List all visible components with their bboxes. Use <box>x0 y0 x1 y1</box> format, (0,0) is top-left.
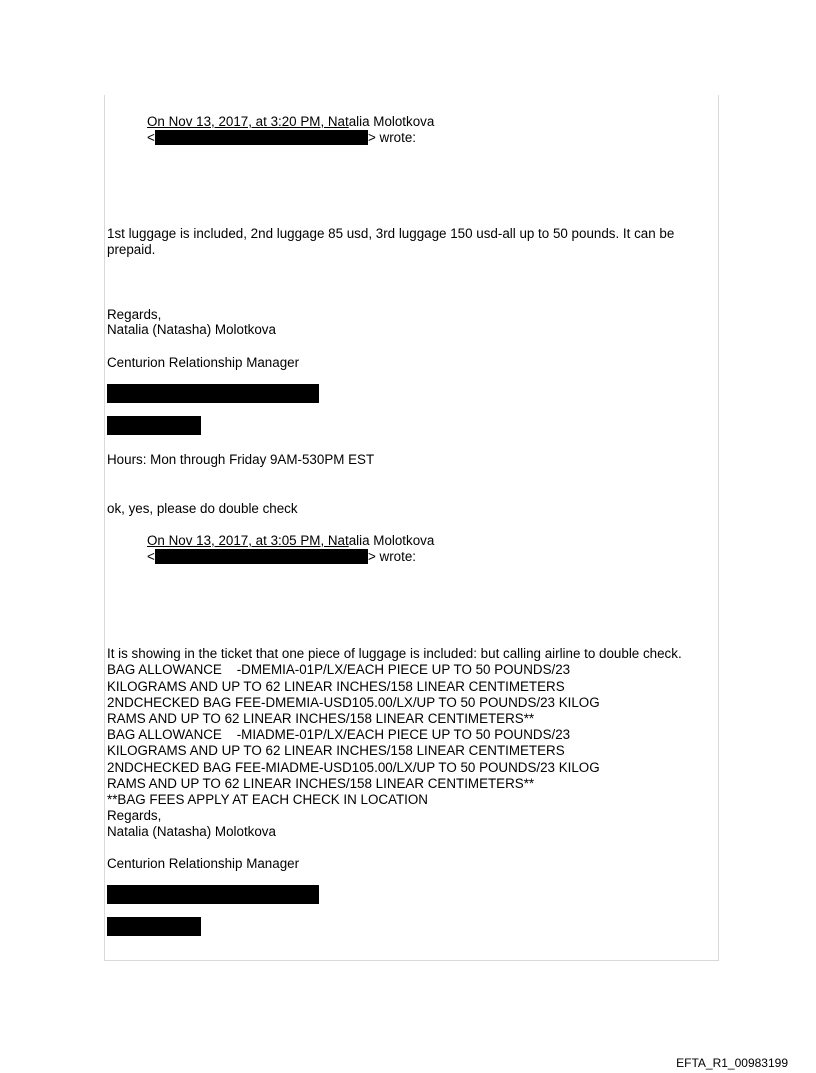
body-2-line: RAMS AND UP TO 62 LINEAR INCHES/158 LINEAR CENTIMETERS** <box>107 711 535 727</box>
body-2-line: RAMS AND UP TO 62 LINEAR INCHES/158 LINEAR CENTIMETERS** <box>107 775 535 791</box>
body-2-line: 2NDCHECKED BAG FEE-MIADME-USD105.00/LX/UP TO 50 POUNDS/23 KILOG <box>107 759 600 775</box>
signature-name-2: Natalia (Natasha) Molotkova <box>107 824 276 839</box>
redacted-email-1 <box>155 130 368 145</box>
body-1-line-1: 1st luggage is included, 2nd luggage 85 usd, 3rd luggage 150 usd-all up to 50 pounds. It can be <box>107 226 675 241</box>
signature-title-2: Centurion Relationship Manager <box>107 856 300 871</box>
body-2-line: KILOGRAMS AND UP TO 62 LINEAR INCHES/158 LINEAR CENTIMETERS <box>107 678 565 694</box>
regards-1: Regards, <box>107 307 162 322</box>
redacted-block-1b <box>107 416 201 435</box>
quote-header-2-close: > wrote: <box>368 549 417 564</box>
body-2-line: BAG ALLOWANCE -MIADME-01P/LX/EACH PIECE UP TO 50 POUNDS/23 <box>107 727 571 743</box>
regards-2: Regards, <box>107 808 162 823</box>
redacted-email-2 <box>155 549 368 564</box>
quote-header-2 <box>147 533 434 549</box>
quote-header-2-underlined: On Nov 13, 2017, at 3:05 PM, Nat <box>147 533 349 548</box>
quote-header-1-open: < <box>147 130 155 145</box>
body-1-line-2: prepaid. <box>107 242 156 257</box>
body-2-line: KILOGRAMS AND UP TO 62 LINEAR INCHES/158 LINEAR CENTIMETERS <box>107 743 565 759</box>
quote-header-1-rest: alia Molotkova <box>348 114 435 129</box>
redacted-block-1a <box>107 384 319 403</box>
quote-header-1-close: > wrote: <box>368 130 417 145</box>
signature-name-1: Natalia (Natasha) Molotkova <box>107 322 276 337</box>
body-2-line: **BAG FEES APPLY AT EACH CHECK IN LOCATION <box>107 792 428 808</box>
document-id: EFTA_R1_00983199 <box>676 1056 788 1070</box>
body-2-line: 2NDCHECKED BAG FEE-DMEMIA-USD105.00/LX/UP TO 50 POUNDS/23 KILOG <box>107 694 600 710</box>
redacted-block-2a <box>107 885 319 904</box>
body-2-line: BAG ALLOWANCE -DMEMIA-01P/LX/EACH PIECE UP TO 50 POUNDS/23 <box>107 662 571 678</box>
redacted-block-2b <box>107 917 201 936</box>
quote-header-1-underlined: On Nov 13, 2017, at 3:20 PM, Nat <box>147 114 349 129</box>
signature-title-1: Centurion Relationship Manager <box>107 355 300 370</box>
quote-header-2-rest: alia Molotkova <box>348 533 435 548</box>
body-2-line: It is showing in the ticket that one piece of luggage is included: but calling airline to double check. <box>107 646 682 662</box>
hours-1: Hours: Mon through Friday 9AM-530PM EST <box>107 452 375 467</box>
quote-header-1 <box>147 114 434 130</box>
body-2 <box>107 630 682 824</box>
quote-header-2-open: < <box>147 549 155 564</box>
reply-text: ok, yes, please do double check <box>107 501 298 516</box>
